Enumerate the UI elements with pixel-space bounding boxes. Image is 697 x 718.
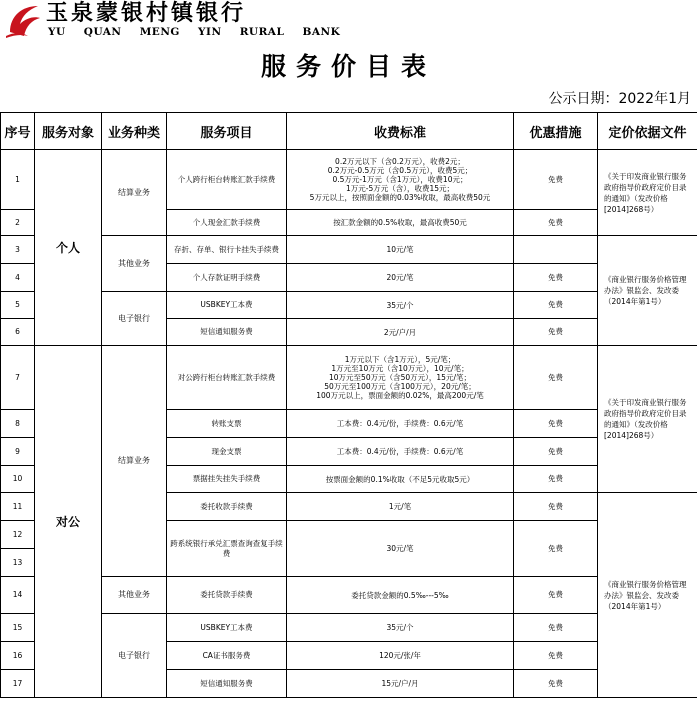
table-header-row (1, 113, 697, 150)
fee-standard (287, 150, 514, 210)
biz-personal-ebank: 电子银行 (102, 292, 167, 346)
discount: 免费 (514, 264, 598, 292)
discount: 免费 (514, 521, 598, 577)
fee-standard: 按汇款金额的0.5%收取，最高收费50元 (287, 210, 514, 236)
fee-line: 1万元-5万元（含），收费15元； (345, 184, 455, 193)
price-table (0, 112, 697, 698)
service-item: 现金支票 (167, 438, 287, 466)
col-header-fee: 收费标准 (287, 113, 514, 150)
row-seq: 14 (1, 577, 35, 614)
table-row (1, 346, 697, 410)
fee-line: 100万元以上，票面金额的0.02%，最高200元/笔 (316, 391, 484, 400)
discount: 免费 (514, 210, 598, 236)
fee-standard: 20元/笔 (287, 264, 514, 292)
row-seq: 6 (1, 319, 35, 346)
page-title: 服务价目表 (260, 52, 436, 81)
fee-standard: 2元/户/月 (287, 319, 514, 346)
row-seq: 16 (1, 642, 35, 670)
table-row (1, 150, 697, 210)
publish-date: 公示日期：2022年1月 (548, 91, 691, 107)
row-seq: 17 (1, 670, 35, 698)
bank-name-cn: 玉泉蒙银村镇银行 (46, 0, 247, 26)
biz-corporate-ebank: 电子银行 (102, 614, 167, 698)
bank-logo-icon (4, 2, 44, 40)
service-item: 短信通知服务费 (167, 319, 287, 346)
row-seq: 11 (1, 493, 35, 521)
discount (514, 236, 598, 264)
target-personal: 个人 (35, 150, 102, 346)
row-seq: 4 (1, 264, 35, 292)
bank-name-en: YU QUAN MENG YIN RURAL BANK (48, 26, 341, 38)
col-header-seq: 序号 (1, 113, 35, 150)
table-row (1, 292, 697, 319)
row-seq: 3 (1, 236, 35, 264)
biz-personal-settlement: 结算业务 (102, 150, 167, 236)
pricing-basis: 《关于印发商业银行服务政府指导价政府定价目录的通知》（发改价格[2014]268号） (598, 150, 697, 236)
fee-standard: 35元/个 (287, 614, 514, 642)
fee-line: 1万元以下（含1万元），5元/笔； (344, 355, 456, 364)
biz-corporate-settlement: 结算业务 (102, 346, 167, 577)
biz-corporate-other: 其他业务 (102, 577, 167, 614)
fee-standard: 工本费：0.4元/份，手续费：0.6元/笔 (287, 410, 514, 438)
fee-line: 10万元至50万元（含50万元），15元/笔； (329, 373, 471, 382)
col-header-biz: 业务种类 (102, 113, 167, 150)
service-item: CA证书服务费 (167, 642, 287, 670)
discount: 免费 (514, 466, 598, 493)
fee-standard: 按票面金额的0.1%收取（不足5元收取5元） (287, 466, 514, 493)
fee-standard: 工本费：0.4元/份，手续费：0.6元/笔 (287, 438, 514, 466)
service-item: 短信通知服务费 (167, 670, 287, 698)
row-seq: 15 (1, 614, 35, 642)
discount: 免费 (514, 410, 598, 438)
fee-line: 1万元至10万元（含10万元），10元/笔； (331, 364, 469, 373)
col-header-basis: 定价依据文件 (598, 113, 697, 150)
fee-standard: 1元/笔 (287, 493, 514, 521)
table-row (1, 614, 697, 642)
fee-standard: 15元/户/月 (287, 670, 514, 698)
discount: 免费 (514, 642, 598, 670)
service-item: 跨系统银行承兑汇票查询查复手续费 (167, 521, 287, 577)
fee-line: 5万元以上，按照面金额的0.03%收取，最高收费50元 (309, 193, 491, 202)
col-header-item: 服务项目 (167, 113, 287, 150)
fee-line: 0.5万元-1万元（含1万元），收费10元； (332, 175, 468, 184)
table-row (1, 577, 697, 614)
fee-standard: 委托贷款金额的0.5‰---5‰ (287, 577, 514, 614)
service-item: 委托贷款手续费 (167, 577, 287, 614)
discount: 免费 (514, 346, 598, 410)
discount: 免费 (514, 292, 598, 319)
fee-standard: 120元/张/年 (287, 642, 514, 670)
service-item: 委托收款手续费 (167, 493, 287, 521)
service-item: USBKEY工本费 (167, 614, 287, 642)
discount: 免费 (514, 670, 598, 698)
service-item: 个人存款证明手续费 (167, 264, 287, 292)
service-item: 对公跨行柜台转账汇款手续费 (167, 346, 287, 410)
discount: 免费 (514, 319, 598, 346)
biz-personal-other: 其他业务 (102, 236, 167, 292)
fee-line: 50万元至100万元（含100万元），20元/笔； (324, 382, 476, 391)
row-seq: 10 (1, 466, 35, 493)
discount: 免费 (514, 577, 598, 614)
target-corporate: 对公 (35, 346, 102, 698)
discount: 免费 (514, 150, 598, 210)
pricing-basis: 《商业银行服务价格管理办法》银监会、发改委（2014年第1号） (598, 236, 697, 346)
col-header-discount: 优惠措施 (514, 113, 598, 150)
table-row (1, 236, 697, 264)
bank-header (0, 0, 697, 44)
discount: 免费 (514, 614, 598, 642)
row-seq: 1 (1, 150, 35, 210)
row-seq: 13 (1, 549, 35, 577)
fee-line: 0.2万元-0.5万元（含0.5万元），收费5元； (327, 166, 473, 175)
fee-standard (287, 346, 514, 410)
discount: 免费 (514, 493, 598, 521)
pricing-basis: 《商业银行服务价格管理办法》银监会、发改委（2014年第1号） (598, 493, 697, 698)
discount: 免费 (514, 438, 598, 466)
row-seq: 8 (1, 410, 35, 438)
service-item: 转账支票 (167, 410, 287, 438)
pricing-basis: 《关于印发商业银行服务政府指导价政府定价目录的通知》（发改价格[2014]268号） (598, 346, 697, 493)
fee-line: 0.2万元以下（含0.2万元），收费2元； (335, 157, 465, 166)
col-header-target: 服务对象 (35, 113, 102, 150)
service-item: 个人跨行柜台转账汇款手续费 (167, 150, 287, 210)
row-seq: 5 (1, 292, 35, 319)
fee-standard: 10元/笔 (287, 236, 514, 264)
service-item: 票据挂失挂失手续费 (167, 466, 287, 493)
fee-standard: 35元/个 (287, 292, 514, 319)
row-seq: 7 (1, 346, 35, 410)
fee-standard: 30元/笔 (287, 521, 514, 577)
service-item: 个人现金汇款手续费 (167, 210, 287, 236)
service-item: USBKEY工本费 (167, 292, 287, 319)
row-seq: 9 (1, 438, 35, 466)
service-item: 存折、存单、银行卡挂失手续费 (167, 236, 287, 264)
row-seq: 12 (1, 521, 35, 549)
row-seq: 2 (1, 210, 35, 236)
